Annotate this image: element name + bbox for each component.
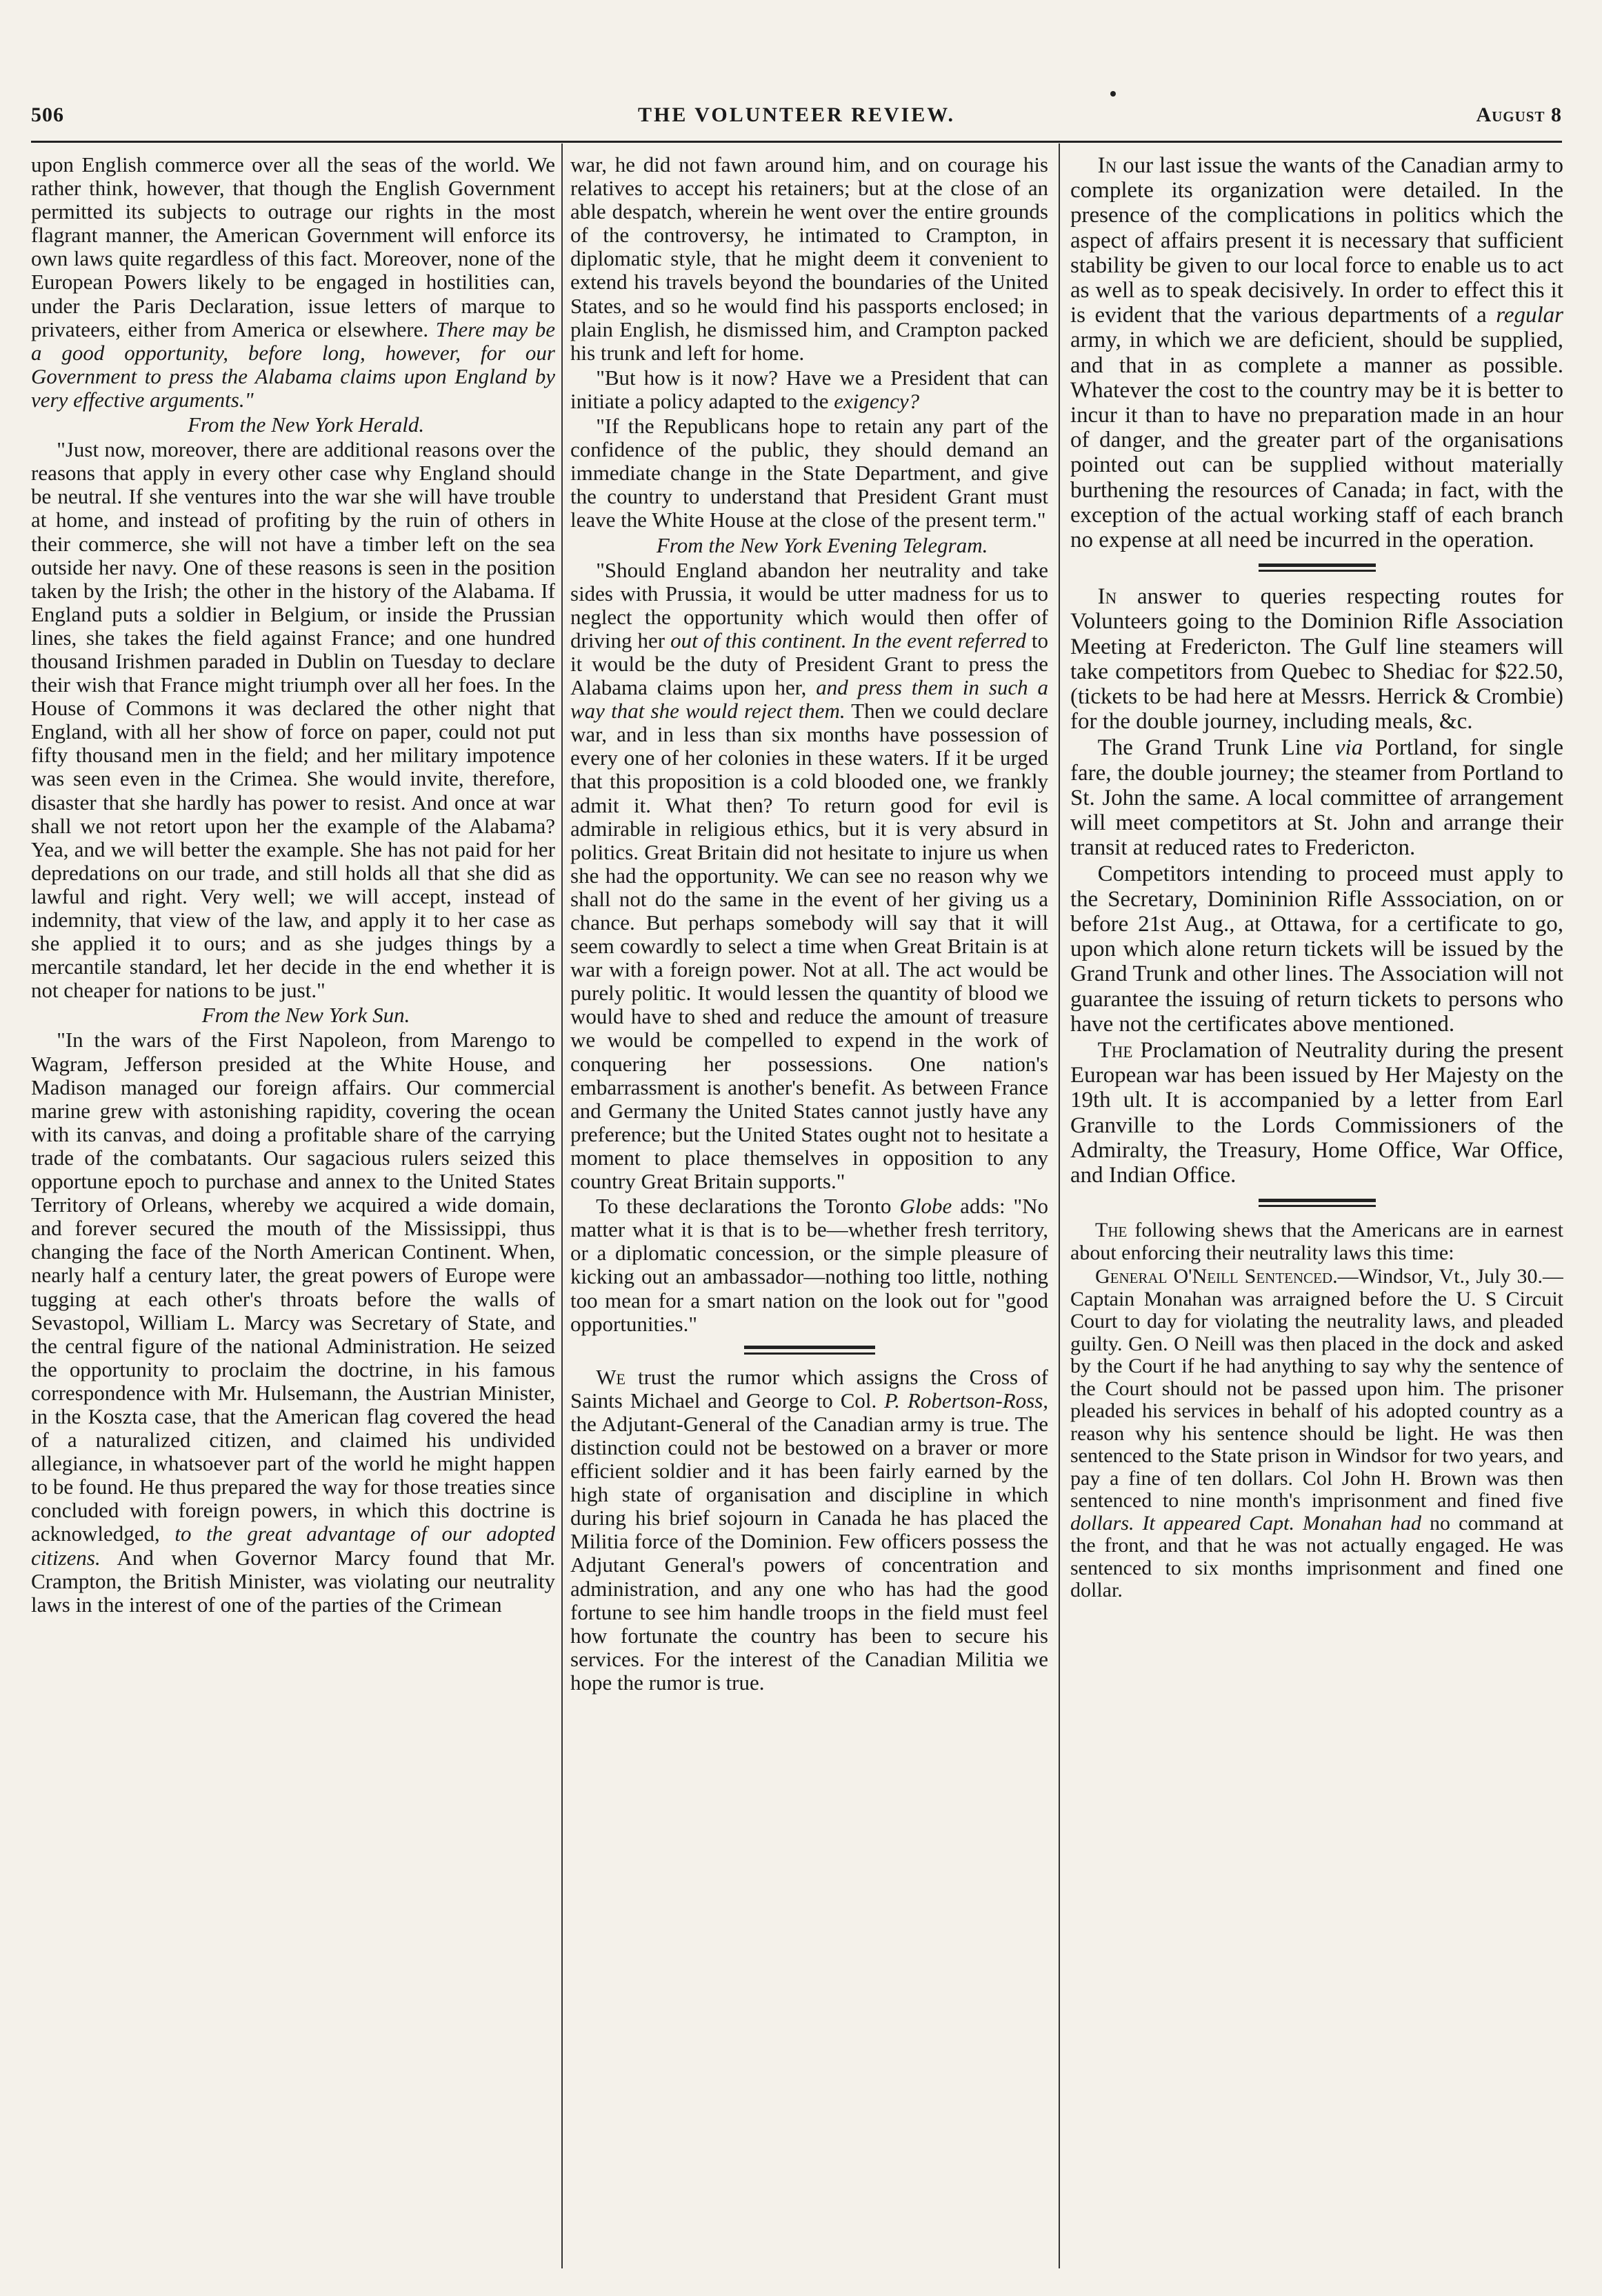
issue-date: August 8: [1476, 103, 1562, 126]
text: Proclamation of Neutrality during the present European war has been issued by Her Majesty on the 19th ult. It is accompanied by a letter from Earl Granville to the Lords Commissioners of the Admiralty, the Treasury, Home Office, War Office, and Indian Office.: [1070, 1037, 1563, 1188]
lead-word: We: [596, 1364, 625, 1389]
paragraph: "Just now, moreover, there are additional reasons over the reasons that apply in every other case why England should be neutral. If she ventures into the war she will have trouble at home, and instead of profiting by the ruin of others in their commerce, she will not have a timber left on the sea outside her navy. One of these reasons is seen in the position taken by the Irish; the other in the history of the Alabama. If England puts a soldier in Belgium, or inside the Prussian lines, she takes the field against France; and one hundred thousand Irishmen paraded in Dublin on Tuesday to declare their wish that France might triumph over all her foes. In the House of Commons it was declared the other night that England, with all her show of force on paper, could not put fifty thousand men in the field; and her military impotence was seen even in the Crimea. She would invite, therefore, disaster that she hardly has power to resist. And once at war shall we not retort upon her the example of the Alabama? Yea, and we will better the example. She has not paid for her depredations on our trade, and still holds all that she did as lawful and right. Very well; we will accept, instead of indemnity, that view of the law, and apply it to her case as she applied it to ours; and as she judges things by a mercantile standard, let her decide in the end whether it is not cheaper for nations to be just.": [31, 437, 555, 1003]
column-rule-2: [1059, 143, 1060, 2268]
italic-text: to the great advantage of our adopted citizens.: [31, 1521, 555, 1570]
column-rule-1: [561, 143, 563, 2268]
italic-text: exigency?: [834, 388, 920, 413]
lead-word: In: [1097, 153, 1117, 178]
text: Then we could declare war, and in less than six months have possession of every one of her colonies in these waters. If it be urged that this proposition is a cold blooded one, we frankly admit it. What then? To return good for evil is admirable in religious ethics, but it is very absurd in politics. Great Britain did not hesitate to injure us when she had the opportunity. We can see no reason why we shall not do the same in the event of her giving us a chance. But perhaps somebody will say that it will seem cowardly to select a time when Great Britain is at war with a foreign power. Not at all. The act would be purely politic. It would lessen the quantity of blood we would have to shed and reduce the amount of treasure we would be compelled to expend in the work of conquering her possessions. One nation's embarrassment is another's benefit. As between France and Germany the United States cannot justly have any preference; but the United States ought not to hesitate a moment to place themselves in opposition to any country Great Britain supports.": [570, 699, 1048, 1194]
page-number: 506: [31, 103, 64, 126]
source-heading-telegram: From the New York Evening Telegram.: [656, 532, 988, 557]
paragraph: [570, 1195, 1048, 1336]
paragraph: [570, 366, 1048, 413]
italic-text: regular: [1496, 303, 1563, 328]
text: following shews that the Americans are in earnest about enforcing their neutrality laws this time:: [1070, 1219, 1563, 1264]
running-head: [31, 103, 1562, 138]
section-separator: [1259, 563, 1376, 572]
text: to it would be the duty of President Grant to press the Alabama claims upon her,: [570, 628, 1048, 700]
text: answer to queries respecting routes for Volunteers going to the Dominion Rifle Association Meeting at Fredericton. The Gulf line steamers will take competitors from Quebec to Shediac for $22.50, (tickets to be had here at Messrs. Herrick & Crombie) for the double journey, including meals, &c.: [1070, 584, 1563, 735]
text: upon English commerce over all the seas of the world. We rather think, however, that though the English Government permitted its subjects to outrage our rights in the most flagrant manner, the American Government will enforce its own laws quite regardless of this fact. Moreover, none of the European Powers likely to be engaged in hostilities can, under the Paris Declaration, issue letters of marque to privateers, either from America or elsewhere.: [31, 153, 555, 341]
text: our last issue the wants of the Canadian army to complete its organization were detailed. In the presence of the complications in politics which the aspect of affairs present it is necessary that sufficient stability be given to our local force to enable us to act as well as to speak decisively. In order to effect this it is evident that the various departments of a: [1070, 153, 1563, 328]
text: "In the wars of the First Napoleon, from Marengo to Wagram, Jefferson presided at the White House, and Madison managed our foreign affairs. Our commercial marine grew with astonishing rapidity, covering the ocean with its canvas, and doing a profitable share of the carrying trade of the combatants. Our sagacious rulers seized this opportune epoch to purchase and annex to the United States Territory of Orleans, whereby we acquired a wide domain, and forever secured the mouth of the Mississippi, thus changing the face of the North American Continent. When, nearly half a century later, the great powers of Europe were tugging at each other's throats before the walls of Sevastopol, William L. Marcy was Secretary of State, and the central figure of the national Administration. He seized the opportunity to proclaim the doctrine, in his famous correspondence with Mr. Hulsemann, the Austrian Minister, in the Koszta case, that the American flag covered the head of a naturalized citizen, and claimed his undivided allegiance, in whatsoever part of the world he might happen to be found. He thus prepared the way for those treaties since concluded with foreign powers, in which this doctrine is acknowledged,: [31, 1028, 555, 1546]
italic-text: Globe: [899, 1194, 952, 1219]
text: "But how is it now? Have we a President that can initiate a policy adapted to the: [570, 365, 1048, 413]
text: "Should England abandon her neutrality and take sides with Prussia, it would be utter madness for us to neglect the opportunity which would then offer of driving her: [570, 557, 1048, 652]
header-rule: [31, 141, 1562, 143]
paragraph: [1070, 153, 1563, 552]
italic-text: out of this continent. In the event referred: [670, 628, 1026, 652]
paragraph: [1070, 1219, 1563, 1264]
item-heading: General O'Neill Sentenced.: [1095, 1265, 1338, 1288]
italic-text: and press them in such a way that she would reject them.: [570, 675, 1048, 723]
lead-word: In: [1097, 584, 1117, 610]
text: To these declarations the Toronto: [596, 1194, 892, 1219]
text: adds: "No matter what it is that is to be—whether fresh territory, or a diplomatic concession, or the simple pleasure of kicking out an ambassador—nothing too little, nothing too mean for a smart nation on the look out for "good opportunities.": [570, 1194, 1048, 1336]
italic-text: dollars. It appeared Capt. Monahan had: [1070, 1511, 1421, 1535]
ink-speck: [1110, 91, 1116, 97]
paragraph: Competitors intending to proceed must apply to the Secretary, Domininion Rifle Asssociation, on or before 21st Aug., at Ottawa, for a certificate to go, upon which alone return tickets will be issued by the Grand Trunk and other lines. The Association will not guarantee the issuing of return tickets to persons who have not the certificates above mentioned.: [1070, 861, 1563, 1037]
italic-text: There may be a good opportunity, before long, however, for our Government to press the Alabama claims upon England by very effective arguments.": [31, 317, 555, 412]
text: And when Governor Marcy found that Mr. Crampton, the British Minister, was violating our neutrality laws in the interest of one of the parties of the Crimean: [31, 1545, 555, 1617]
text: the Adjutant-General of the Canadian army is true. The distinction could not be bestowed on a braver or more efficient soldier and it has been fairly earned by the high state of organisation and discipline in which during his brief sojourn in Canada he has placed the Militia force of the Dominion. Few officers possess the Adjutant General's powers of concentration and administration, and any one who has had the good fortune to see him handle troops in the field must feel how fortunate the country has been to secure his services. For the interest of the Canadian Militia we hope the rumor is true.: [570, 1411, 1048, 1695]
section-separator: [744, 1346, 875, 1355]
paragraph: "If the Republicans hope to retain any part of the confidence of the public, they should demand an immediate change in the State Department, and give the country to understand that President Grant must leave the White House at the close of the present term.": [570, 414, 1048, 532]
source-heading-sun: From the New York Sun.: [201, 1003, 410, 1028]
section-separator: [1259, 1199, 1376, 1207]
column-1: [31, 153, 555, 2268]
news-item: [1070, 1219, 1563, 1602]
paragraph: [570, 1366, 1048, 1695]
italic-text: P. Robertson-Ross,: [884, 1388, 1048, 1412]
text: Portland, for single fare, the double journey; the steamer from Portland to St. John the same. A local committee of arrangement will meet competitors at St. John and arrange their transit at reduced rates to Fredericton.: [1070, 735, 1563, 861]
paragraph: [570, 559, 1048, 1194]
paragraph: [31, 153, 555, 412]
source-heading-herald: From the New York Herald.: [188, 412, 425, 437]
column-2: [570, 153, 1048, 2268]
paragraph: [1070, 1266, 1563, 1602]
text: trust the rumor which assigns the Cross of Saints Michael and George to Col.: [570, 1364, 1048, 1412]
paragraph: [1070, 584, 1563, 734]
text: —Windsor, Vt., July 30.—Captain Monahan was arraigned before the U. S Circuit Court to day for violating the neutrality laws, and pleaded guilty. Gen. O Neill was then placed in the dock and asked by the Court if he had anything to say why the sentence of the Court should not be passed upon him. The prisoner pleaded his services in behalf of his adopted country as a reason why his sentence should be light. He was then sentenced to the State prison in Windsor for two years, and pay a fine of ten dollars. Col John H. Brown was then sentenced to nine month's imprisonment and fined five: [1070, 1265, 1563, 1513]
paragraph: [31, 1028, 555, 1616]
italic-text: via: [1334, 735, 1363, 761]
text: no command at the front, and that he was not actually engaged. He was sentenced to six months imprisonment and fined one dollar.: [1070, 1511, 1563, 1602]
column-3: [1070, 153, 1563, 2268]
paragraph: [1070, 735, 1563, 860]
text: army, in which we are deficient, should be supplied, and that in as complete a manner as possible. Whatever the cost to the country may be it is better to incur it than to have no preparation made in an hour of danger, and the greater part of the organisations pointed out can be supplied without materially burthening the resources of Canada; in fact, with the exception of the actual working staff of each branch no expense at all need be incurred in the operation.: [1070, 328, 1563, 553]
lead-word: The: [1095, 1219, 1128, 1242]
lead-word: The: [1097, 1037, 1133, 1063]
paragraph: war, he did not fawn around him, and on courage his relatives to accept his retainers; but at the close of an able despatch, wherein he went over the entire grounds of the controversy, he intimated to Crampton, in diplomatic style, that he might deem it convenient to extend his travels beyond the boundaries of the United States, and so he would find his passports enclosed; in plain English, he dismissed him, and Crampton packed his trunk and left for home.: [570, 153, 1048, 365]
text: The Grand Trunk Line: [1097, 735, 1323, 761]
paragraph: [1070, 1038, 1563, 1188]
publication-title: THE VOLUNTEER REVIEW.: [637, 103, 956, 126]
